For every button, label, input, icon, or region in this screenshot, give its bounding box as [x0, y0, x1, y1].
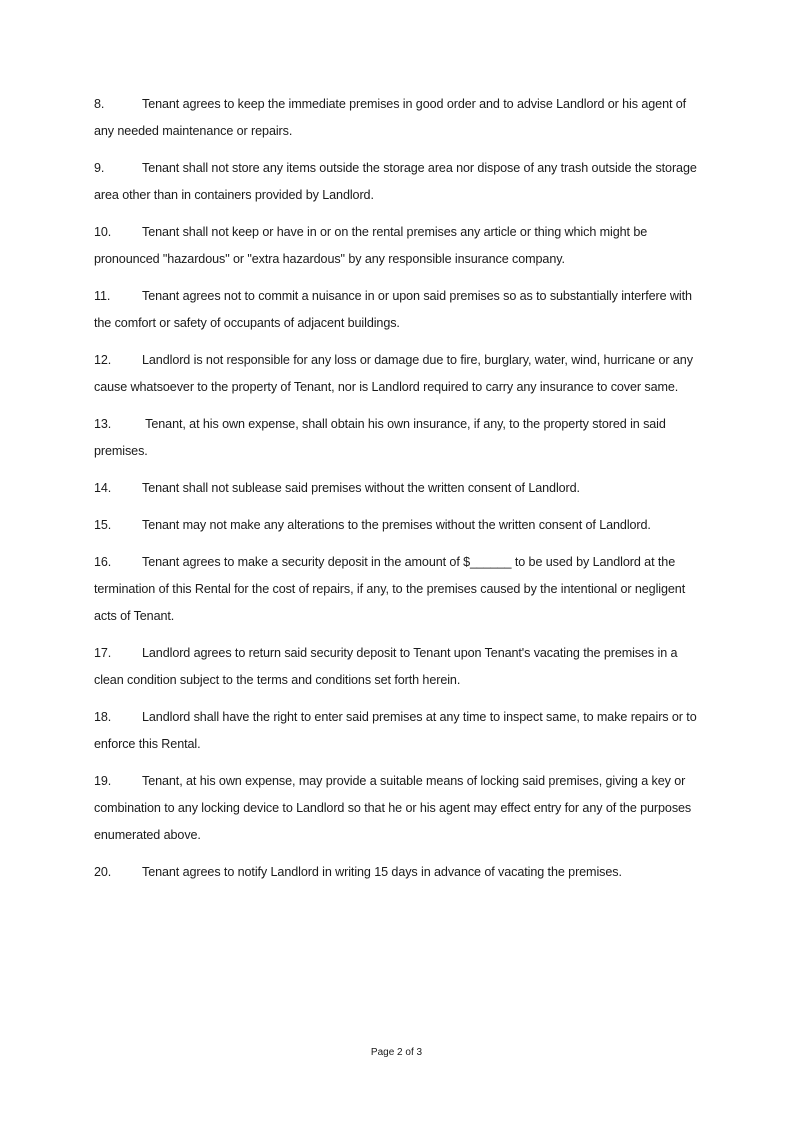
clause-number: 17. — [94, 646, 112, 660]
clause-item — [94, 283, 700, 337]
clause-item — [94, 549, 700, 630]
clause-text: Tenant may not make any alterations to the premises without the written consent of Landlord. — [142, 518, 651, 532]
clause-number: 16. — [94, 555, 112, 569]
clause-item — [94, 155, 700, 209]
page-footer — [0, 1047, 793, 1058]
clause-number: 19. — [94, 774, 112, 788]
clause-number: 20. — [94, 865, 112, 879]
clause-item — [94, 768, 700, 849]
clause-text: Landlord is not responsible for any loss or damage due to fire, burglary, water, wind, hurricane or any cause whatsoever to the property of Tenant, nor is Landlord required to carry any insurance to cover same. — [94, 353, 693, 394]
clause-number: 18. — [94, 710, 112, 724]
clause-text: Tenant agrees to keep the immediate premises in good order and to advise Landlord or his agent of any needed maintenance or repairs. — [94, 97, 687, 138]
clause-number: 10. — [94, 225, 112, 239]
clause-number: 15. — [94, 518, 112, 532]
clause-item — [94, 347, 700, 401]
clause-number: 13. — [94, 417, 112, 431]
clause-text: Tenant shall not sublease said premises without the written consent of Landlord. — [142, 481, 580, 495]
clause-text: Tenant, at his own expense, may provide a suitable means of locking said premises, giving a key or combination to any locking device to Landlord so that he or his agent may effect entry for any of the purposes enumerated above. — [94, 774, 692, 842]
clause-item — [94, 411, 700, 465]
clause-number: 14. — [94, 481, 112, 495]
clause-text: Tenant agrees not to commit a nuisance in or upon said premises so as to substantially interfere with the comfort or safety of occupants of adjacent buildings. — [94, 289, 692, 330]
clause-number: 11. — [94, 289, 111, 303]
clause-number: 9. — [94, 161, 105, 175]
clause-text: Tenant shall not store any items outside the storage area nor dispose of any trash outside the storage area other than in containers provided by Landlord. — [94, 161, 697, 202]
clause-item — [94, 859, 700, 886]
clause-text: Landlord shall have the right to enter said premises at any time to inspect same, to make repairs or to enforce this Rental. — [94, 710, 697, 751]
clause-item — [94, 475, 700, 502]
clause-item — [94, 91, 700, 145]
clause-item — [94, 512, 700, 539]
clause-item — [94, 704, 700, 758]
page-number-label: Page 2 of 3 — [370, 1047, 423, 1058]
clause-item — [94, 640, 700, 694]
clause-text: Landlord agrees to return said security deposit to Tenant upon Tenant's vacating the premises in a clean condition subject to the terms and conditions set forth herein. — [94, 646, 678, 687]
clause-list — [94, 91, 700, 896]
clause-text: Tenant shall not keep or have in or on the rental premises any article or thing which might be pronounced "hazardous" or "extra hazardous" by any responsible insurance company. — [94, 225, 648, 266]
clause-item — [94, 219, 700, 273]
clause-number: 12. — [94, 353, 112, 367]
clause-text: Tenant, at his own expense, shall obtain his own insurance, if any, to the property stored in said premises. — [94, 417, 666, 458]
clause-text: Tenant agrees to notify Landlord in writing 15 days in advance of vacating the premises. — [142, 865, 622, 879]
clause-number: 8. — [94, 97, 105, 111]
clause-text: Tenant agrees to make a security deposit in the amount of $______ to be used by Landlord at the termination of this Rental for the cost of repairs, if any, to the premises caused by the intentional or negligent acts of Tenant. — [94, 555, 686, 623]
